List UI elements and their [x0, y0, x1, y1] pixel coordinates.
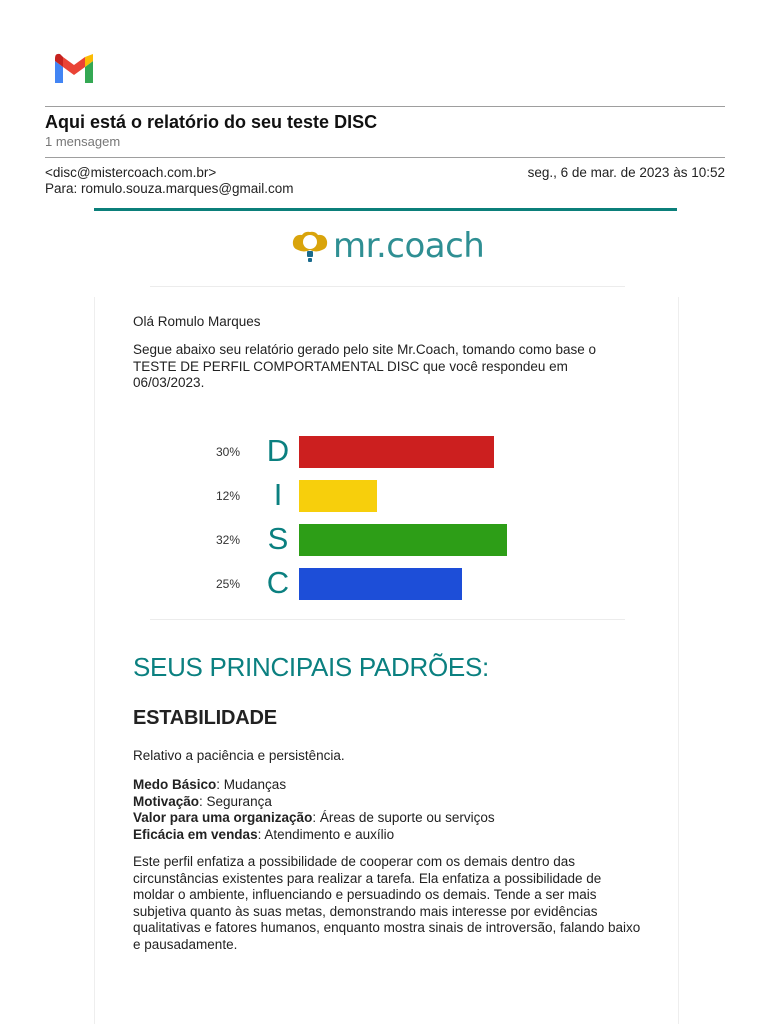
- detail-row: [133, 794, 653, 811]
- message-count: 1 mensagem: [45, 134, 121, 149]
- disc-row-s: [0, 523, 768, 557]
- disc-category-label: S: [267, 521, 289, 556]
- disc-bar-d: [299, 436, 494, 468]
- disc-row-i: [0, 479, 768, 513]
- divider: [150, 286, 625, 287]
- intro-text: Segue abaixo seu relatório gerado pelo site Mr.Coach, tomando como base o TESTE DE PERFIL COMPORTAMENTAL DISC que você respondeu em 06/03/2023.: [133, 342, 597, 390]
- brand-logo[interactable]: [290, 226, 484, 266]
- detail-value: : Áreas de suporte ou serviços: [312, 810, 495, 825]
- brain-lightbulb-icon: [290, 228, 330, 264]
- detail-row: [133, 810, 653, 827]
- greeting: Olá Romulo Marques: [133, 314, 261, 329]
- detail-row: [133, 827, 653, 844]
- disc-category-label: C: [266, 565, 290, 600]
- detail-value: : Segurança: [199, 793, 272, 809]
- disc-bar-c: [299, 568, 462, 600]
- pattern-description: Este perfil enfatiza a possibilidade de cooperar com os demais dentro das circunstâncias existentes para realizar a tarefa. Ela enfatiza a possibilidade de moldar o ambiente, influenciando e persuadindo os demais. Tende a ser mais subjetiva quanto às suas metas, demonstrando mais interesse por evidências qualitativas e fatores humanos, enquanto mostra sinais de introversão, falando baixo e pausadamente.: [133, 854, 641, 952]
- pattern-title: ESTABILIDADE: [133, 707, 277, 729]
- detail-label: Medo Básico: [133, 777, 217, 792]
- divider: [150, 619, 625, 620]
- disc-category-label: D: [266, 433, 290, 468]
- disc-percent-label: 30%: [216, 445, 241, 459]
- disc-percent-label: 12%: [216, 489, 241, 503]
- detail-label: Eficácia em vendas: [133, 826, 258, 842]
- gmail-logo-icon: [52, 52, 96, 86]
- sender-address[interactable]: <disc@mistercoach.com.br>: [45, 165, 217, 180]
- brand-name: mr.coach: [333, 226, 485, 266]
- disc-percent-label: 25%: [216, 577, 241, 591]
- email-date: seg., 6 de mar. de 2023 às 10:52: [527, 165, 725, 180]
- detail-value: : Mudanças: [216, 777, 287, 792]
- recipient-address[interactable]: Para: romulo.souza.marques@gmail.com: [45, 181, 294, 196]
- patterns-heading: SEUS PRINCIPAIS PADRÕES:: [133, 652, 489, 682]
- disc-bar-i: [299, 480, 377, 512]
- pattern-summary: Relativo a paciência e persistência.: [133, 748, 345, 763]
- disc-bar-s: [299, 524, 507, 556]
- disc-percent-label: 32%: [216, 533, 241, 547]
- detail-label: Motivação: [133, 793, 200, 809]
- detail-value: : Atendimento e auxílio: [257, 826, 395, 842]
- detail-row: [133, 777, 653, 794]
- header-accent-bar: [94, 208, 677, 211]
- email-subject: Aqui está o relatório do seu teste DISC: [45, 112, 378, 132]
- disc-row-d: [0, 435, 768, 469]
- divider: [45, 106, 725, 107]
- detail-label: Valor para uma organização: [133, 810, 313, 825]
- disc-row-c: [0, 567, 768, 601]
- divider: [45, 157, 725, 158]
- disc-category-label: I: [273, 477, 283, 512]
- pattern-details: [133, 777, 653, 843]
